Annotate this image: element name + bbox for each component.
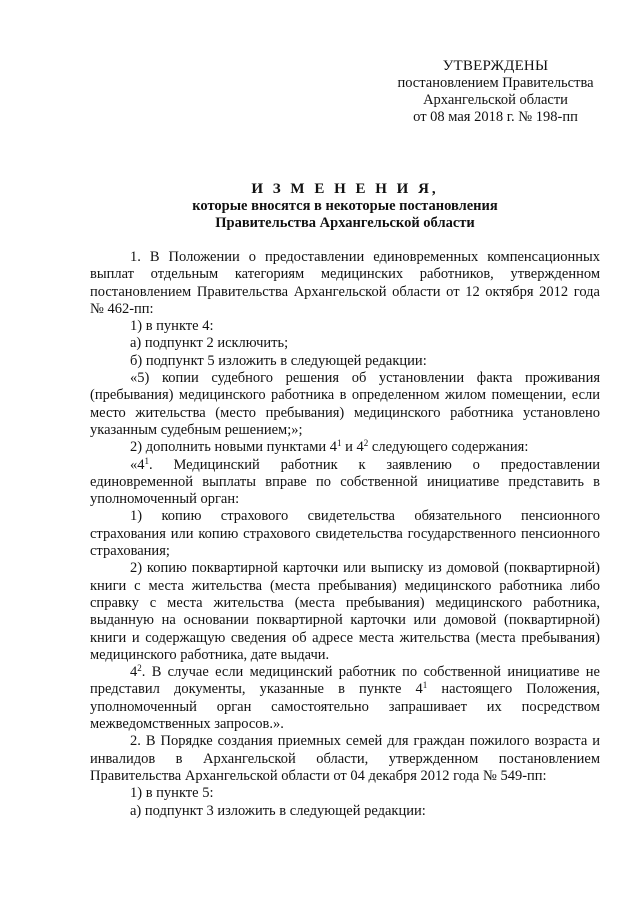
heading-title: И З М Е Н Е Н И Я,: [251, 181, 439, 197]
approval-line: Архангельской области: [423, 92, 568, 108]
approval-title: УТВЕРЖДЕНЫ: [442, 58, 549, 74]
approval-line: постановлением Правительства: [397, 75, 594, 91]
approval-block: [388, 58, 603, 126]
paragraph: [90, 664, 600, 733]
superscript: 1: [144, 455, 149, 466]
heading-subtitle: Правительства Архангельской области: [215, 215, 475, 231]
text-run: «4: [130, 456, 145, 473]
heading-subtitle: которые вносятся в некоторые постановления: [192, 198, 498, 214]
text-run: следующего содержания:: [368, 439, 529, 456]
paragraph: а) подпункт 2 исключить;: [130, 335, 289, 352]
text-run: 2) дополнить новыми пунктами 4: [130, 439, 338, 456]
text-run: 4: [130, 664, 138, 681]
superscript: 2: [363, 438, 369, 449]
paragraph: 1. В Положении о предоставлении единовременных компенсационных выплат отдельным категориям медицинских работников, утвержденном постановлением Правительства Архангельской области от 12 октября 2012 года № 462-пп:: [90, 249, 600, 317]
paragraph: 1) копию страхового свидетельства обязательного пенсионного страхования или копию страхового свидетельства государственного пенсионного страхования;: [90, 508, 600, 560]
superscript: 1: [422, 680, 428, 691]
paragraph: 1) в пункте 5:: [130, 785, 214, 802]
approval-line: от 08 мая 2018 г. № 198-пп: [413, 109, 578, 125]
paragraph: «5) копии судебного решения об установлении факта проживания (пребывания) медицинского работника в определенном жилом помещении, если место жительства (место пребывания) медицинского работника установлено указанным судебным решением;»;: [90, 370, 600, 438]
paragraph: 1) в пункте 4:: [130, 318, 214, 335]
text-run: . Медицинский работник к заявлению о предоставлении единовременной выплаты вправе по собственной инициативе представить в уполномоченный орган:: [90, 456, 600, 508]
text-run: настоящего Положения, уполномоченный орган самостоятельно запрашивает их посредством межведомственных запросов.».: [90, 681, 601, 733]
paragraph: 2) копию поквартирной карточки или выписку из домовой (поквартирной) книги с места жительства (места пребывания) медицинского работника либо справку с места жительства (места пребывания) медицинского работника, выданную на основании поквартирной карточки или домовой (поквартирной) книги и содержащую сведения об адресе места жительства (места пребывания) медицинского работника, дате выдачи.: [90, 560, 600, 663]
text-run: . В случае если медицинский работник по собственной инициативе не представил документы, указанные в пункте 4: [90, 664, 600, 698]
paragraph: [90, 457, 600, 509]
paragraph: 2. В Порядке создания приемных семей для граждан пожилого возраста и инвалидов в Архангельской области, утвержденном постановлением Правительства Архангельской области от 04 декабря 2012 года № 549-пп:: [90, 733, 600, 784]
superscript: 1: [337, 438, 342, 449]
paragraph: [90, 439, 600, 456]
text-run: и 4: [341, 439, 364, 456]
document-body: [90, 249, 600, 820]
paragraph: б) подпункт 5 изложить в следующей редакции:: [130, 352, 427, 369]
superscript: 2: [137, 663, 142, 674]
paragraph: а) подпункт 3 изложить в следующей редакции:: [130, 802, 426, 819]
document-heading: [90, 181, 600, 232]
